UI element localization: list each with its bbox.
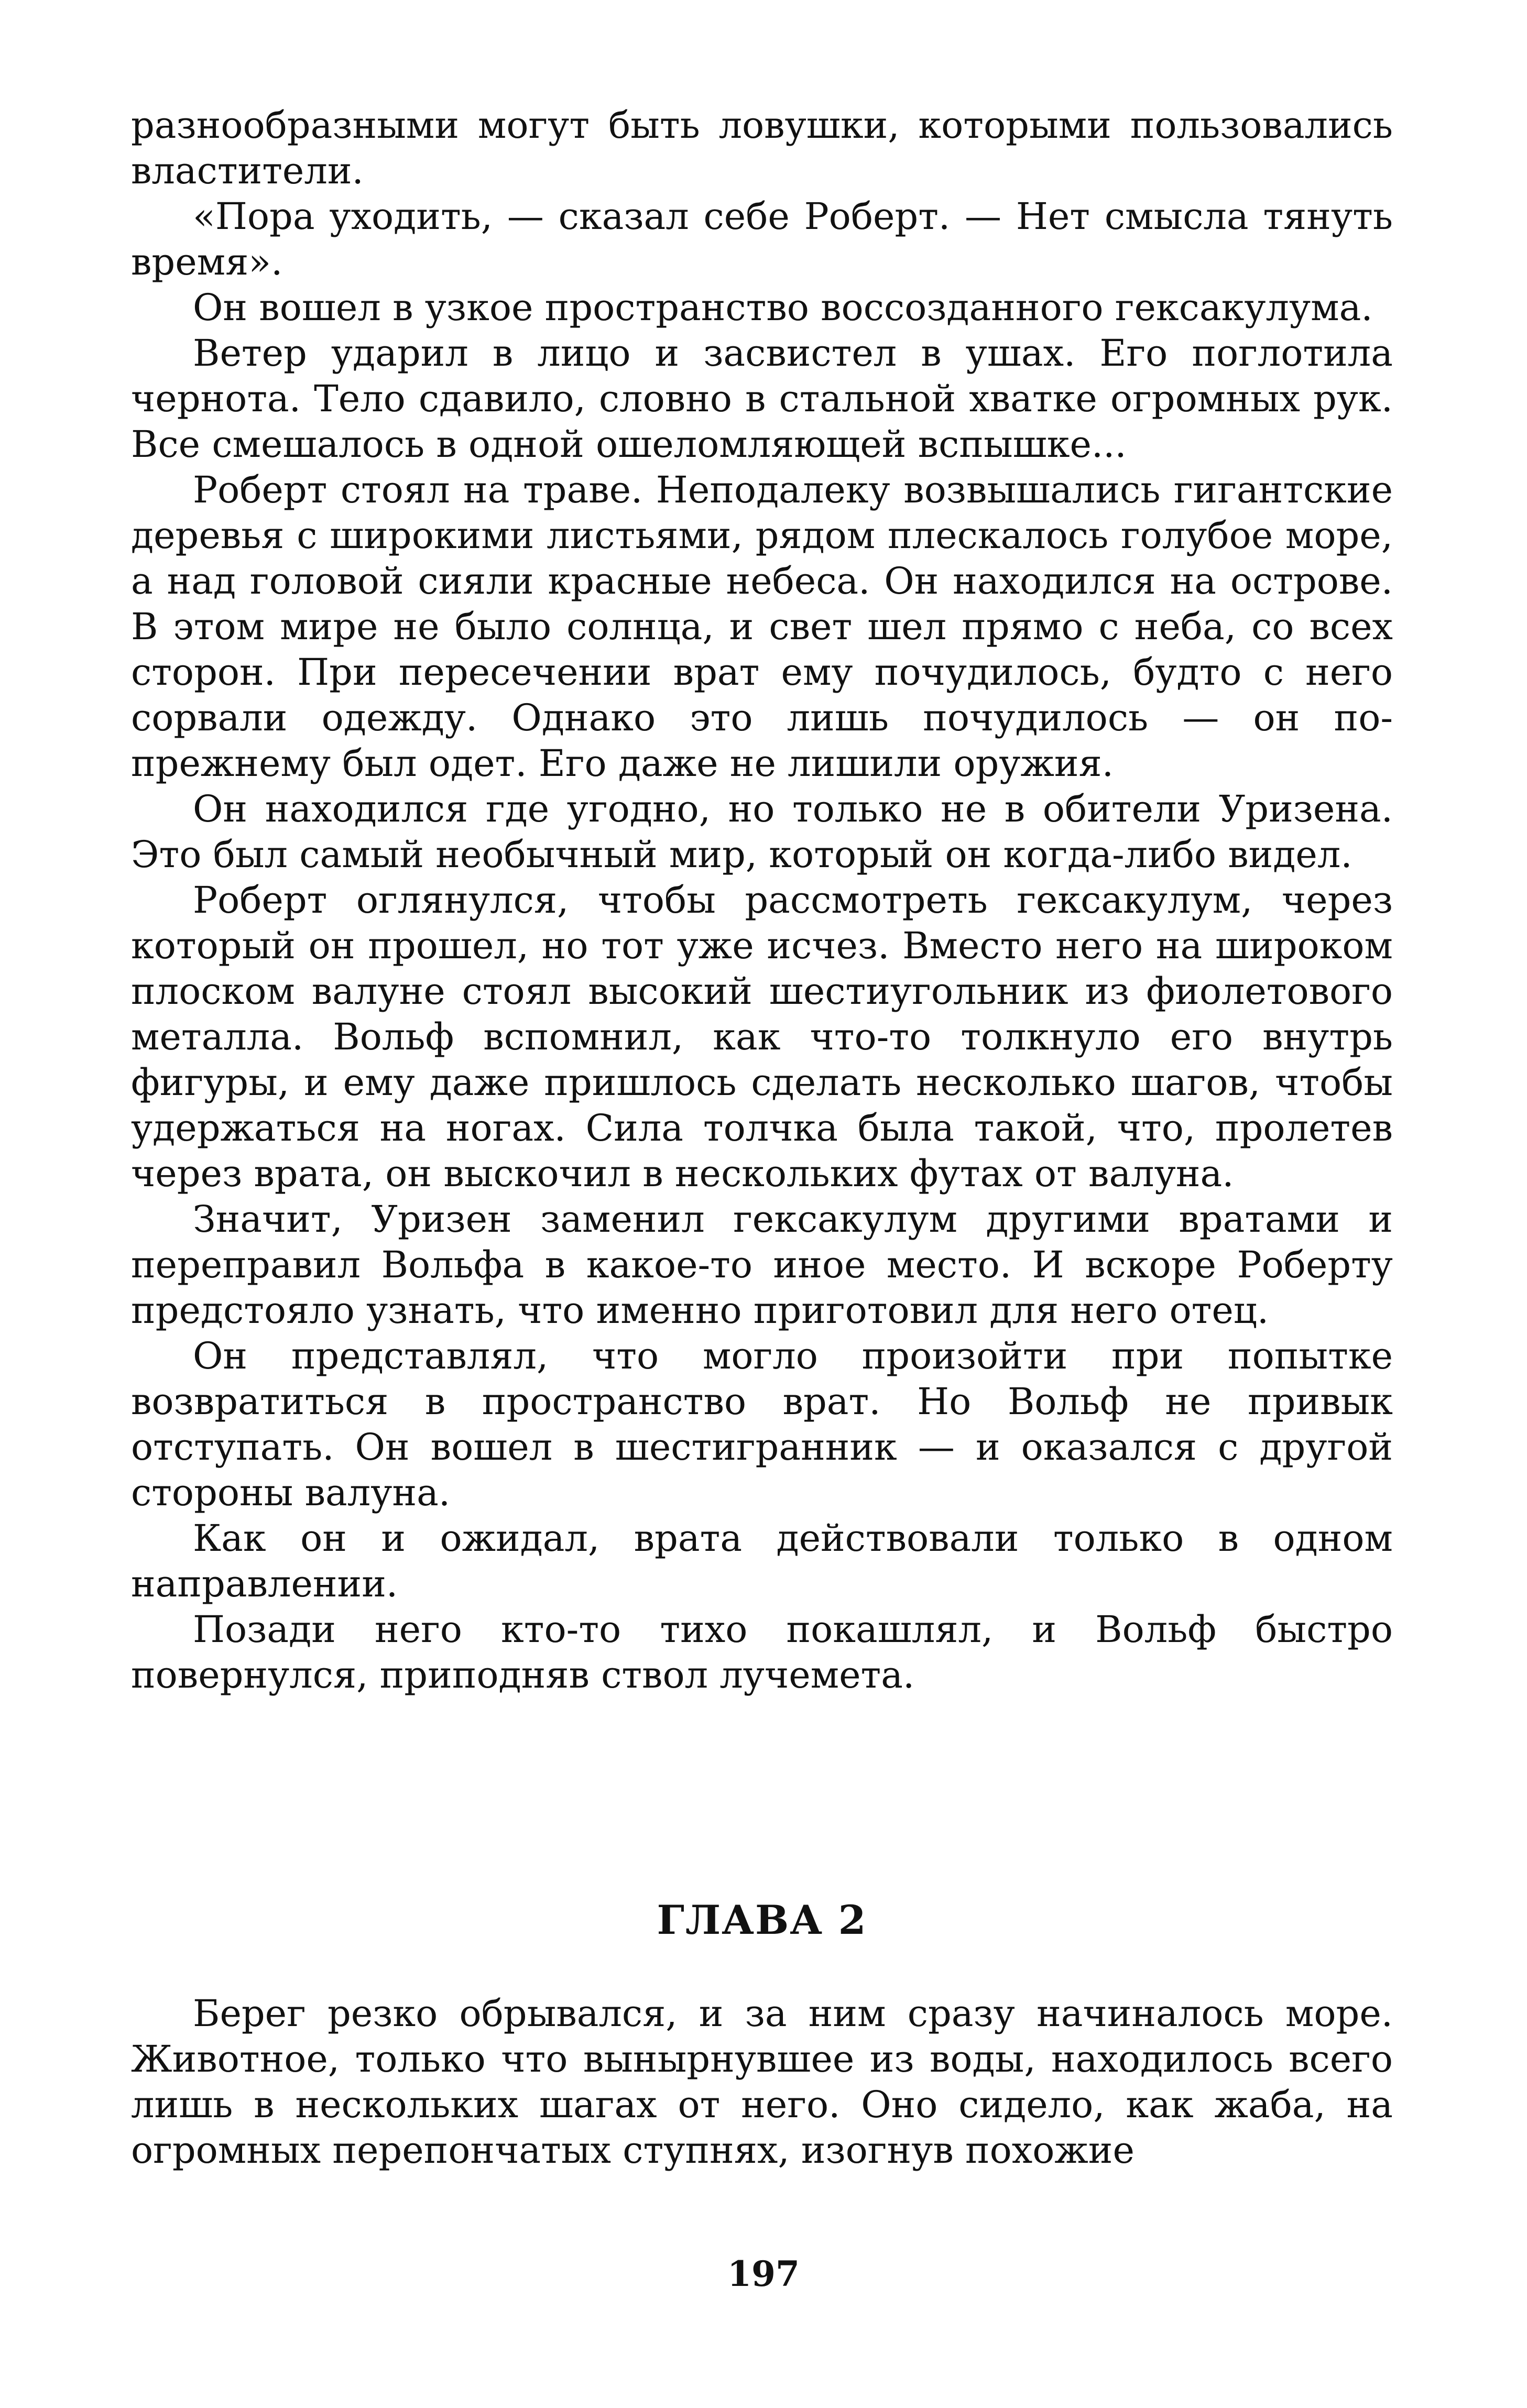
page-number: 197 bbox=[727, 2253, 800, 2294]
paragraph: Он вошел в узкое пространство воссозданного гексакулума. bbox=[193, 286, 1373, 329]
paragraph: Роберт оглянулся, чтобы рассмотреть гексакулум, через который он прошел, но тот уже исчез. Вместо него на широком плоском валуне стоял высокий шестиугольник из фиолетового металла. Вольф вспомнил, как что-то толкнуло его внутрь фигуры, и ему даже пришлось сделать несколько шагов, чтобы удержаться на ногах. Сила толчка была такой, что, пролетев через врата, он выскочил в нескольких футах от валуна. bbox=[131, 879, 1393, 1195]
main-text-block bbox=[131, 103, 1393, 1698]
paragraph: Берег резко обрывался, и за ним сразу начиналось море. Животное, только что вынырнувшее из воды, находилось всего лишь в нескольких шагах от него. Оно сидело, как жаба, на огромных перепончатых ступнях, изогнув похожие bbox=[131, 1992, 1393, 2172]
chapter-heading: ГЛАВА 2 bbox=[657, 1897, 867, 1943]
chapter-text-block bbox=[131, 1991, 1393, 2173]
paragraph-continuation: разнообразными могут быть ловушки, которыми пользовались властители. bbox=[131, 104, 1393, 192]
paragraph: Ветер ударил в лицо и засвистел в ушах. Его поглотила чернота. Тело сдавило, словно в стальной хватке огромных рук. Все смешалось в одной ошеломляющей вспышке... bbox=[131, 332, 1393, 466]
paragraph: Позади него кто-то тихо покашлял, и Вольф быстро повернулся, приподняв ствол лучемета. bbox=[131, 1608, 1393, 1696]
paragraph: Он находился где угодно, но только не в обители Уризена. Это был самый необычный мир, который он когда-либо видел. bbox=[131, 787, 1393, 876]
paragraph: Роберт стоял на траве. Неподалеку возвышались гигантские деревья с широкими листьями, рядом плескалось голубое море, а над головой сияли красные небеса. Он находился на острове. В этом мире не было солнца, и свет шел прямо с неба, со всех сторон. При пересечении врат ему почудилось, будто с него сорвали одежду. Однако это лишь почудилось — он по-прежнему был одет. Его даже не лишили оружия. bbox=[131, 468, 1393, 785]
paragraph: «Пора уходить, — сказал себе Роберт. — Нет смысла тянуть время». bbox=[131, 195, 1393, 283]
paragraph: Как он и ожидал, врата действовали только в одном направлении. bbox=[131, 1517, 1393, 1605]
paragraph: Он представлял, что могло произойти при попытке возвратиться в пространство врат. Но Вольф не привык отступать. Он вошел в шестигранник — и оказался с другой стороны валуна. bbox=[131, 1334, 1393, 1514]
paragraph: Значит, Уризен заменил гексакулум другими вратами и переправил Вольфа в какое-то иное место. И вскоре Роберту предстояло узнать, что именно приготовил для него отец. bbox=[131, 1198, 1393, 1332]
